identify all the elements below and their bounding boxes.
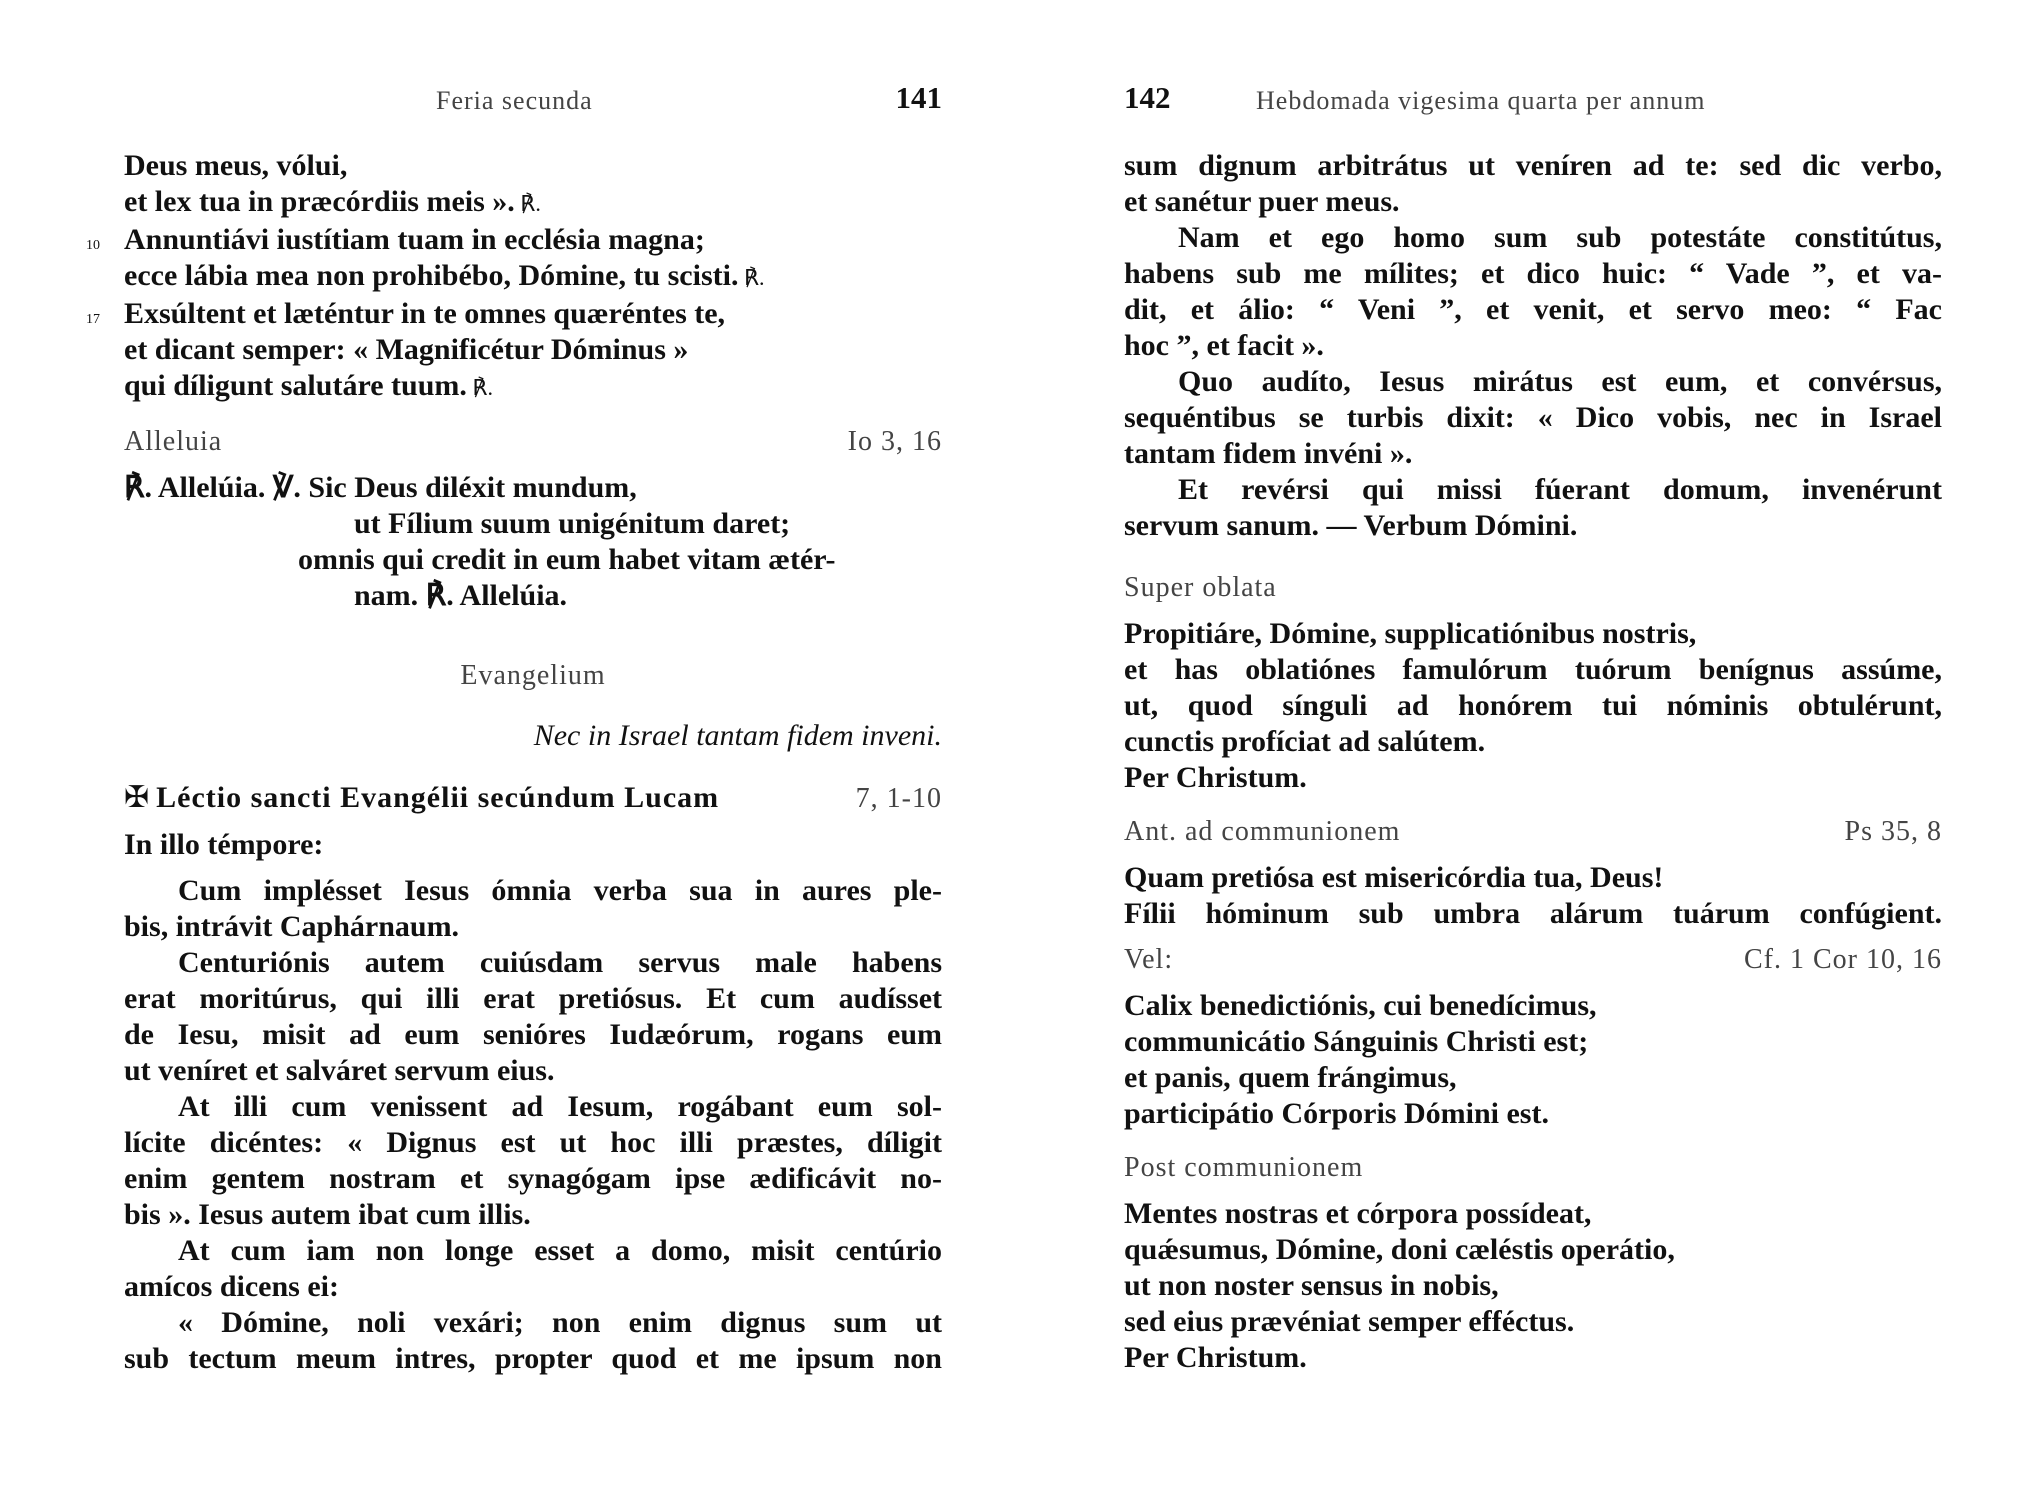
psalm-text: Annuntiávi iustítiam tuam in ecclésia magna; bbox=[124, 223, 705, 256]
psalm-text: Deus meus, vólui, bbox=[124, 149, 348, 182]
gospel-line: Quo audíto, Iesus mirátus est eum, et convérsus, bbox=[1178, 365, 1942, 398]
gospel-line: Et revérsi qui missi fúerant domum, invenérunt bbox=[1178, 473, 1942, 506]
verse-number: 10 bbox=[86, 238, 100, 253]
super-oblata-text bbox=[1124, 616, 1942, 796]
alleluia-line-1: ℟. Allelúia. ℣. Sic Deus diléxit mundum, bbox=[124, 471, 637, 504]
post-communion-line: quǽsumus, Dómine, doni cæléstis operátio, bbox=[1124, 1233, 1675, 1266]
gospel-line: At cum iam non longe esset a domo, misit centúrio bbox=[178, 1234, 942, 1267]
communion-heading bbox=[1124, 814, 1942, 850]
gospel-line: ut veníret et salváret servum eius. bbox=[124, 1054, 555, 1087]
psalm-line bbox=[124, 148, 942, 184]
vel-line: participátio Córporis Dómini est. bbox=[1124, 1097, 1549, 1130]
lectio-text: Léctio sancti Evangélii secúndum Lucam bbox=[156, 781, 720, 814]
gospel-subtitle: Nec in Israel tantam fidem inveni. bbox=[533, 719, 942, 752]
page-number: 142 bbox=[1124, 80, 1171, 115]
communion-text bbox=[1124, 860, 1942, 932]
post-communion-line: sed eius prævéniat semper efféctus. bbox=[1124, 1305, 1575, 1338]
gospel-text bbox=[124, 873, 942, 1377]
psalm-line bbox=[124, 184, 942, 222]
alleluia-reference: Io 3, 16 bbox=[847, 426, 942, 457]
vel-line: communicátio Sánguinis Christi est; bbox=[1124, 1025, 1589, 1058]
running-head: Hebdomada vigesima quarta per annum bbox=[1256, 86, 1706, 115]
psalm-line bbox=[124, 368, 942, 406]
cross-icon: ✠ bbox=[124, 781, 151, 814]
communion-line: Quam pretiósa est misericórdia tua, Deus! bbox=[1124, 861, 1664, 894]
post-communion-heading bbox=[1124, 1150, 1942, 1186]
response-mark: ℟. bbox=[466, 375, 493, 400]
vel-line: Calix benedictiónis, cui benedícimus, bbox=[1124, 989, 1597, 1022]
vel-line: et panis, quem frángimus, bbox=[1124, 1061, 1457, 1094]
response-mark: ℟. bbox=[514, 191, 541, 216]
gospel-line: hoc ”, et facit ». bbox=[1124, 329, 1324, 362]
gospel-line: servum sanum. — Verbum Dómini. bbox=[1124, 509, 1578, 542]
psalm-text: ecce lábia mea non prohibébo, Dómine, tu scisti. bbox=[124, 259, 739, 292]
vel-reference: Cf. 1 Cor 10, 16 bbox=[1744, 944, 1942, 975]
lectio-reference: 7, 1-10 bbox=[855, 783, 942, 814]
gospel-line: sequéntibus se turbis dixit: « Dico vobis, nec in Israel bbox=[1124, 401, 1942, 434]
vel-label: Vel: bbox=[1124, 944, 1174, 975]
super-oblata-heading bbox=[1124, 570, 1942, 606]
oblata-line: Propitiáre, Dómine, supplicatiónibus nostris, bbox=[1124, 617, 1697, 650]
post-communion-label: Post communionem bbox=[1124, 1152, 1364, 1183]
lectio-line bbox=[124, 780, 942, 817]
communion-reference: Ps 35, 8 bbox=[1844, 816, 1942, 847]
running-head: Feria secunda bbox=[436, 86, 593, 115]
gospel-continuation bbox=[1124, 148, 1942, 544]
oblata-line: ut, quod sínguli ad honórem tui nóminis obtulérunt, bbox=[1124, 689, 1942, 722]
gospel-line: « Dómine, noli vexári; non enim dignus sum ut bbox=[178, 1306, 942, 1339]
psalm-line bbox=[124, 332, 942, 368]
psalm-line bbox=[86, 222, 942, 258]
gospel-line: lícite dicéntes: « Dignus est ut hoc illi præstes, díligit bbox=[124, 1126, 942, 1159]
right-body bbox=[1124, 148, 1942, 1376]
gospel-line: sub tectum meum intres, propter quod et me ipsum non bbox=[124, 1342, 942, 1375]
gospel-line: bis, intrávit Caphárnaum. bbox=[124, 910, 460, 943]
gospel-line: de Iesu, misit ad eum senióres Iudæórum, rogans eum bbox=[124, 1018, 942, 1051]
gospel-line: Nam et ego homo sum sub potestáte constitútus, bbox=[1178, 221, 1942, 254]
gospel-line: tantam fidem invéni ». bbox=[1124, 437, 1413, 470]
oblata-line: cunctis profíciat ad salútem. bbox=[1124, 725, 1486, 758]
communion-line: Fílii hóminum sub umbra alárum tuárum confúgient. bbox=[1124, 897, 1942, 930]
left-body bbox=[86, 148, 942, 1377]
alleluia-line-2: ut Fílium suum unigénitum daret; bbox=[354, 507, 791, 540]
gospel-line: sum dignum arbitrátus ut veníren ad te: sed dic verbo, bbox=[1124, 149, 1942, 182]
oblata-line: et has oblatiónes famulórum tuórum benígnus assúme, bbox=[1124, 653, 1942, 686]
gospel-intro: In illo témpore: bbox=[124, 828, 324, 861]
gospel-line: habens sub me mílites; et dico huic: “ Vade ”, et va- bbox=[1124, 257, 1942, 290]
right-header bbox=[1124, 80, 1942, 120]
alleluia-line-3: omnis qui credit in eum habet vitam ætér- bbox=[298, 543, 836, 576]
oblata-line: Per Christum. bbox=[1124, 761, 1307, 794]
alleluia-heading bbox=[124, 424, 942, 460]
psalm-text: et lex tua in præcórdiis meis ». bbox=[124, 185, 515, 218]
gospel-line: amícos dicens ei: bbox=[124, 1270, 339, 1303]
gospel-line: dit, et álio: “ Veni ”, et venit, et servo meo: “ Fac bbox=[1124, 293, 1942, 326]
verse-number: 17 bbox=[86, 312, 100, 327]
response-mark: ℟. bbox=[738, 265, 765, 290]
right-page bbox=[1124, 0, 1942, 1500]
gospel-line: Cum implésset Iesus ómnia verba sua in aures ple- bbox=[178, 874, 942, 907]
gospel-line: bis ». Iesus autem ibat cum illis. bbox=[124, 1198, 531, 1231]
gospel-line: enim gentem nostram et synagógam ipse ædificávit no- bbox=[124, 1162, 942, 1195]
super-oblata-label: Super oblata bbox=[1124, 572, 1277, 603]
gospel-line: erat moritúrus, qui illi erat pretiósus. Et cum audísset bbox=[124, 982, 942, 1015]
psalm-line bbox=[124, 258, 942, 296]
alleluia-line-4: nam. ℟. Allelúia. bbox=[354, 579, 568, 612]
left-page bbox=[86, 0, 942, 1500]
gospel-line: et sanétur puer meus. bbox=[1124, 185, 1400, 218]
psalm-text: Exsúltent et læténtur in te omnes quæréntes te, bbox=[124, 297, 726, 330]
gospel-line: Centuriónis autem cuiúsdam servus male habens bbox=[178, 946, 942, 979]
psalm-line bbox=[86, 296, 942, 332]
post-communion-line: Per Christum. bbox=[1124, 1341, 1307, 1374]
vel-heading bbox=[1124, 942, 1942, 978]
gospel-title: Evangelium bbox=[460, 660, 606, 691]
psalm-text: et dicant semper: « Magnificétur Dóminus » bbox=[124, 333, 689, 366]
communion-label: Ant. ad communionem bbox=[1124, 816, 1401, 847]
gospel-line: At illi cum venissent ad Iesum, rogábant eum sol- bbox=[178, 1090, 942, 1123]
psalm-text: qui díligunt salutáre tuum. bbox=[124, 369, 467, 402]
alleluia-label: Alleluia bbox=[124, 426, 223, 457]
post-communion-line: ut non noster sensus in nobis, bbox=[1124, 1269, 1499, 1302]
psalm-block bbox=[86, 148, 942, 406]
post-communion-line: Mentes nostras et córpora possídeat, bbox=[1124, 1197, 1592, 1230]
page-number: 141 bbox=[895, 80, 942, 115]
left-header bbox=[124, 80, 942, 120]
